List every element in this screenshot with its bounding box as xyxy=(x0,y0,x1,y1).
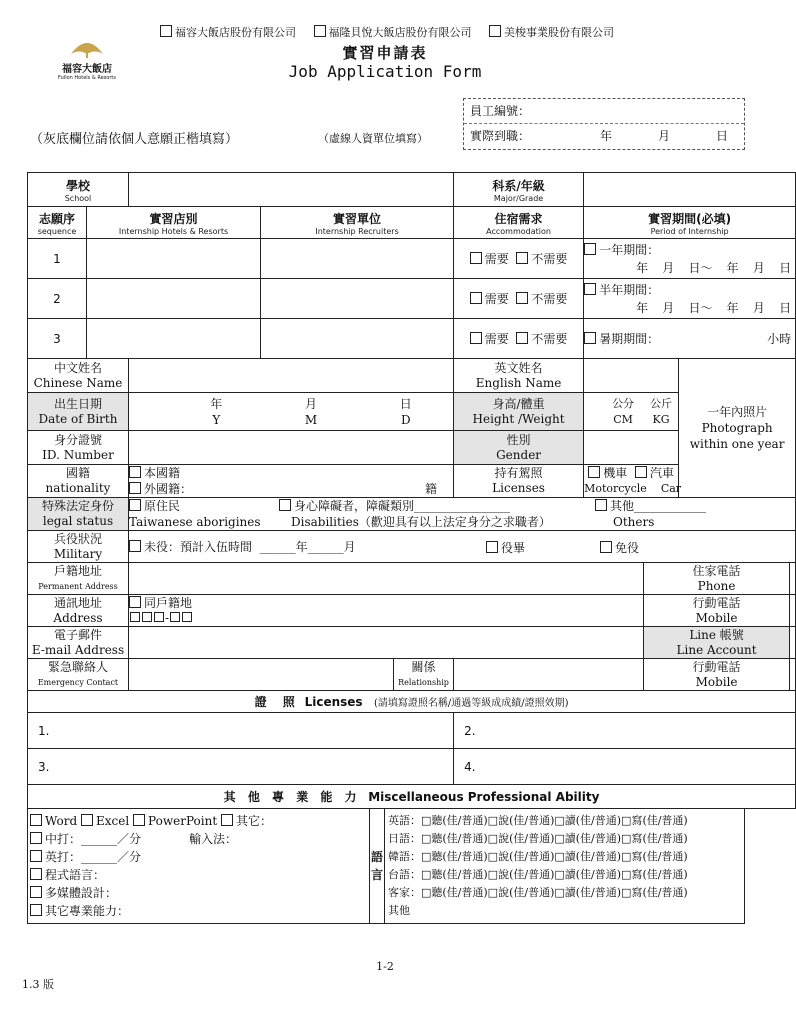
school-label: 學校 School xyxy=(28,173,129,207)
unit-header: 實習單位 Internship Recruiters xyxy=(261,207,454,239)
hotel-header: 實習店別 Internship Hotels & Resorts xyxy=(87,207,261,239)
note-hr-fields: （虛線人資單位填寫） xyxy=(318,132,428,145)
unit-input[interactable] xyxy=(261,239,454,279)
company-checkboxes xyxy=(160,24,628,40)
permanent-address-input[interactable] xyxy=(129,563,644,595)
unit-input[interactable] xyxy=(261,279,454,319)
checkbox[interactable] xyxy=(160,25,172,37)
period-year[interactable]: 一年期間： 年 月 日～ 年 月 日 xyxy=(584,239,796,279)
pref-row: 2 需要 不需要 半年期間： 年 月 日～ 年 月 日 xyxy=(28,279,796,319)
hotel-input[interactable] xyxy=(87,239,261,279)
chinese-name-label: 中文姓名 Chinese Name xyxy=(28,359,129,393)
checkbox[interactable] xyxy=(489,25,501,37)
dob-input[interactable]: 年 Y 月 M 日 D xyxy=(129,393,454,431)
title-zh: 實習申請表 xyxy=(342,44,428,62)
emergency-mobile-input[interactable] xyxy=(790,659,796,691)
military-choice[interactable]: 未役：預計入伍時間 ______年______月 役畢 免役 xyxy=(129,531,796,563)
military-label: 兵役狀況 Military xyxy=(28,531,129,563)
period-header: 實習期間(必填) Period of Internship xyxy=(584,207,796,239)
accommodation-choice[interactable]: 需要 不需要 xyxy=(454,319,584,359)
computer-skills: Word Excel PowerPoint 其它： 中打：______／分 輸入法： 英打：______／分 程式語言： 多媒體設計： 其它專業能力： xyxy=(30,812,370,920)
pref-row: 3 需要 不需要 暑期期間： 小時 xyxy=(28,319,796,359)
language-skills xyxy=(388,812,744,920)
start-date-field[interactable]: 實際到職： 年 月 日 xyxy=(464,123,744,148)
divider xyxy=(384,808,385,923)
english-name-input[interactable] xyxy=(584,359,679,393)
phone-input[interactable] xyxy=(790,563,796,595)
id-input[interactable] xyxy=(129,431,454,465)
photo-box[interactable]: 一年內照片 Photograph within one year xyxy=(679,359,796,498)
mobile-input[interactable] xyxy=(790,595,796,627)
note-gray-fields: （灰底欄位請依個人意願正楷填寫） xyxy=(30,132,239,147)
unit-input[interactable] xyxy=(261,319,454,359)
period-summer[interactable]: 暑期期間： 小時 xyxy=(584,319,796,359)
employee-no-field[interactable]: 員工編號： xyxy=(470,104,531,118)
pref-row: 1 需要 不需要 一年期間： 年 月 日～ 年 月 日 xyxy=(28,239,796,279)
gender-input[interactable] xyxy=(584,431,679,465)
company-option-1[interactable]: 福容大飯店股份有限公司 xyxy=(160,26,296,39)
dob-label: 出生日期 Date of Birth xyxy=(28,393,129,431)
address-input[interactable]: 同戶籍地 - xyxy=(129,595,644,627)
license-item-1[interactable]: 1. xyxy=(28,713,454,749)
language-row[interactable]: 客家：□聽(佳/普通)□說(佳/普通)□讀(佳/普通)□寫(佳/普通) xyxy=(388,886,688,899)
chinese-name-input[interactable] xyxy=(129,359,454,393)
address-label: 通訊地址 Address xyxy=(28,595,129,627)
seq-header: 志願序 sequence xyxy=(28,207,87,239)
accommodation-header: 住宿需求 Accommodation xyxy=(454,207,584,239)
id-label: 身分證號 ID. Number xyxy=(28,431,129,465)
language-row[interactable]: 日語：□聽(佳/普通)□說(佳/普通)□讀(佳/普通)□寫(佳/普通) xyxy=(388,832,688,845)
license-item-4[interactable]: 4. xyxy=(454,749,796,785)
height-weight-input[interactable]: 公分 CM 公斤 KG xyxy=(584,393,679,431)
legal-status-choice[interactable]: 原住民 身心障礙者，障礙類別________________ 其他____________ Taiwanese aborigines Disabilities（歡迎具有以上法定身分之求職者） Others xyxy=(129,498,796,531)
mobile-label: 行動電話 Mobile xyxy=(644,595,790,627)
licenses-header: 證 照 Licenses (請填寫證照名稱/通過等級成成績/證照效期) xyxy=(28,691,796,713)
hr-box xyxy=(463,98,745,150)
emergency-contact-label: 緊急聯絡人 Emergency Contact xyxy=(28,659,129,691)
period-half-year[interactable]: 半年期間： 年 月 日～ 年 月 日 xyxy=(584,279,796,319)
skills-header: 其 他 專 業 能 力 Miscellaneous Professional Ability xyxy=(28,785,796,809)
email-input[interactable] xyxy=(129,627,644,659)
emergency-mobile-label: 行動電話 Mobile xyxy=(644,659,790,691)
page-number: 1-2 xyxy=(376,960,394,973)
relationship-input[interactable] xyxy=(454,659,644,691)
school-input[interactable] xyxy=(129,173,454,207)
nationality-choice[interactable]: 本國籍 外國籍： 籍 xyxy=(129,465,454,498)
checkbox[interactable] xyxy=(314,25,326,37)
english-name-label: 英文姓名 English Name xyxy=(454,359,584,393)
language-row[interactable]: 韓語：□聽(佳/普通)□說(佳/普通)□讀(佳/普通)□寫(佳/普通) xyxy=(388,850,688,863)
line-input[interactable] xyxy=(790,627,796,659)
language-row[interactable]: 台語：□聽(佳/普通)□說(佳/普通)□讀(佳/普通)□寫(佳/普通) xyxy=(388,868,688,881)
language-label: 語言 xyxy=(370,850,383,882)
license-choice[interactable]: 機車 汽車 Motorcycle Car xyxy=(584,465,679,498)
license-label: 持有駕照 Licenses xyxy=(454,465,584,498)
application-table xyxy=(27,172,796,809)
legal-status-label: 特殊法定身份 legal status xyxy=(28,498,129,531)
accommodation-choice[interactable]: 需要 不需要 xyxy=(454,279,584,319)
skills-block xyxy=(27,808,745,924)
company-option-2[interactable]: 福隆貝悅大飯店股份有限公司 xyxy=(314,26,472,39)
permanent-address-label: 戶籍地址 Permanent Address xyxy=(28,563,129,595)
language-row[interactable]: 英語：□聽(佳/普通)□說(佳/普通)□讀(佳/普通)□寫(佳/普通) xyxy=(388,814,688,827)
line-label: Line 帳號 Line Account xyxy=(644,627,790,659)
version: 1.3 版 xyxy=(22,978,54,991)
logo: 福容大飯店 Fullon Hotels & Resorts xyxy=(52,38,122,81)
nationality-label: 國籍 nationality xyxy=(28,465,129,498)
accommodation-choice[interactable]: 需要 不需要 xyxy=(454,239,584,279)
major-input[interactable] xyxy=(584,173,796,207)
company-option-3[interactable]: 美梭事業股份有限公司 xyxy=(489,26,614,39)
license-item-3[interactable]: 3. xyxy=(28,749,454,785)
emergency-contact-input[interactable] xyxy=(129,659,394,691)
relationship-label: 關係 Relationship xyxy=(394,659,454,691)
zip-code-boxes[interactable]: - xyxy=(129,611,643,626)
gender-label: 性別 Gender xyxy=(454,431,584,465)
major-label: 科系/年級 Major/Grade xyxy=(454,173,584,207)
license-item-2[interactable]: 2. xyxy=(454,713,796,749)
phone-label: 住家電話 Phone xyxy=(644,563,790,595)
title-en: Job Application Form xyxy=(288,62,482,81)
language-row[interactable]: 其他 xyxy=(388,904,410,917)
email-label: 電子郵件 E-mail Address xyxy=(28,627,129,659)
height-weight-label: 身高/體重 Height /Weight xyxy=(454,393,584,431)
hotel-input[interactable] xyxy=(87,279,261,319)
hotel-input[interactable] xyxy=(87,319,261,359)
